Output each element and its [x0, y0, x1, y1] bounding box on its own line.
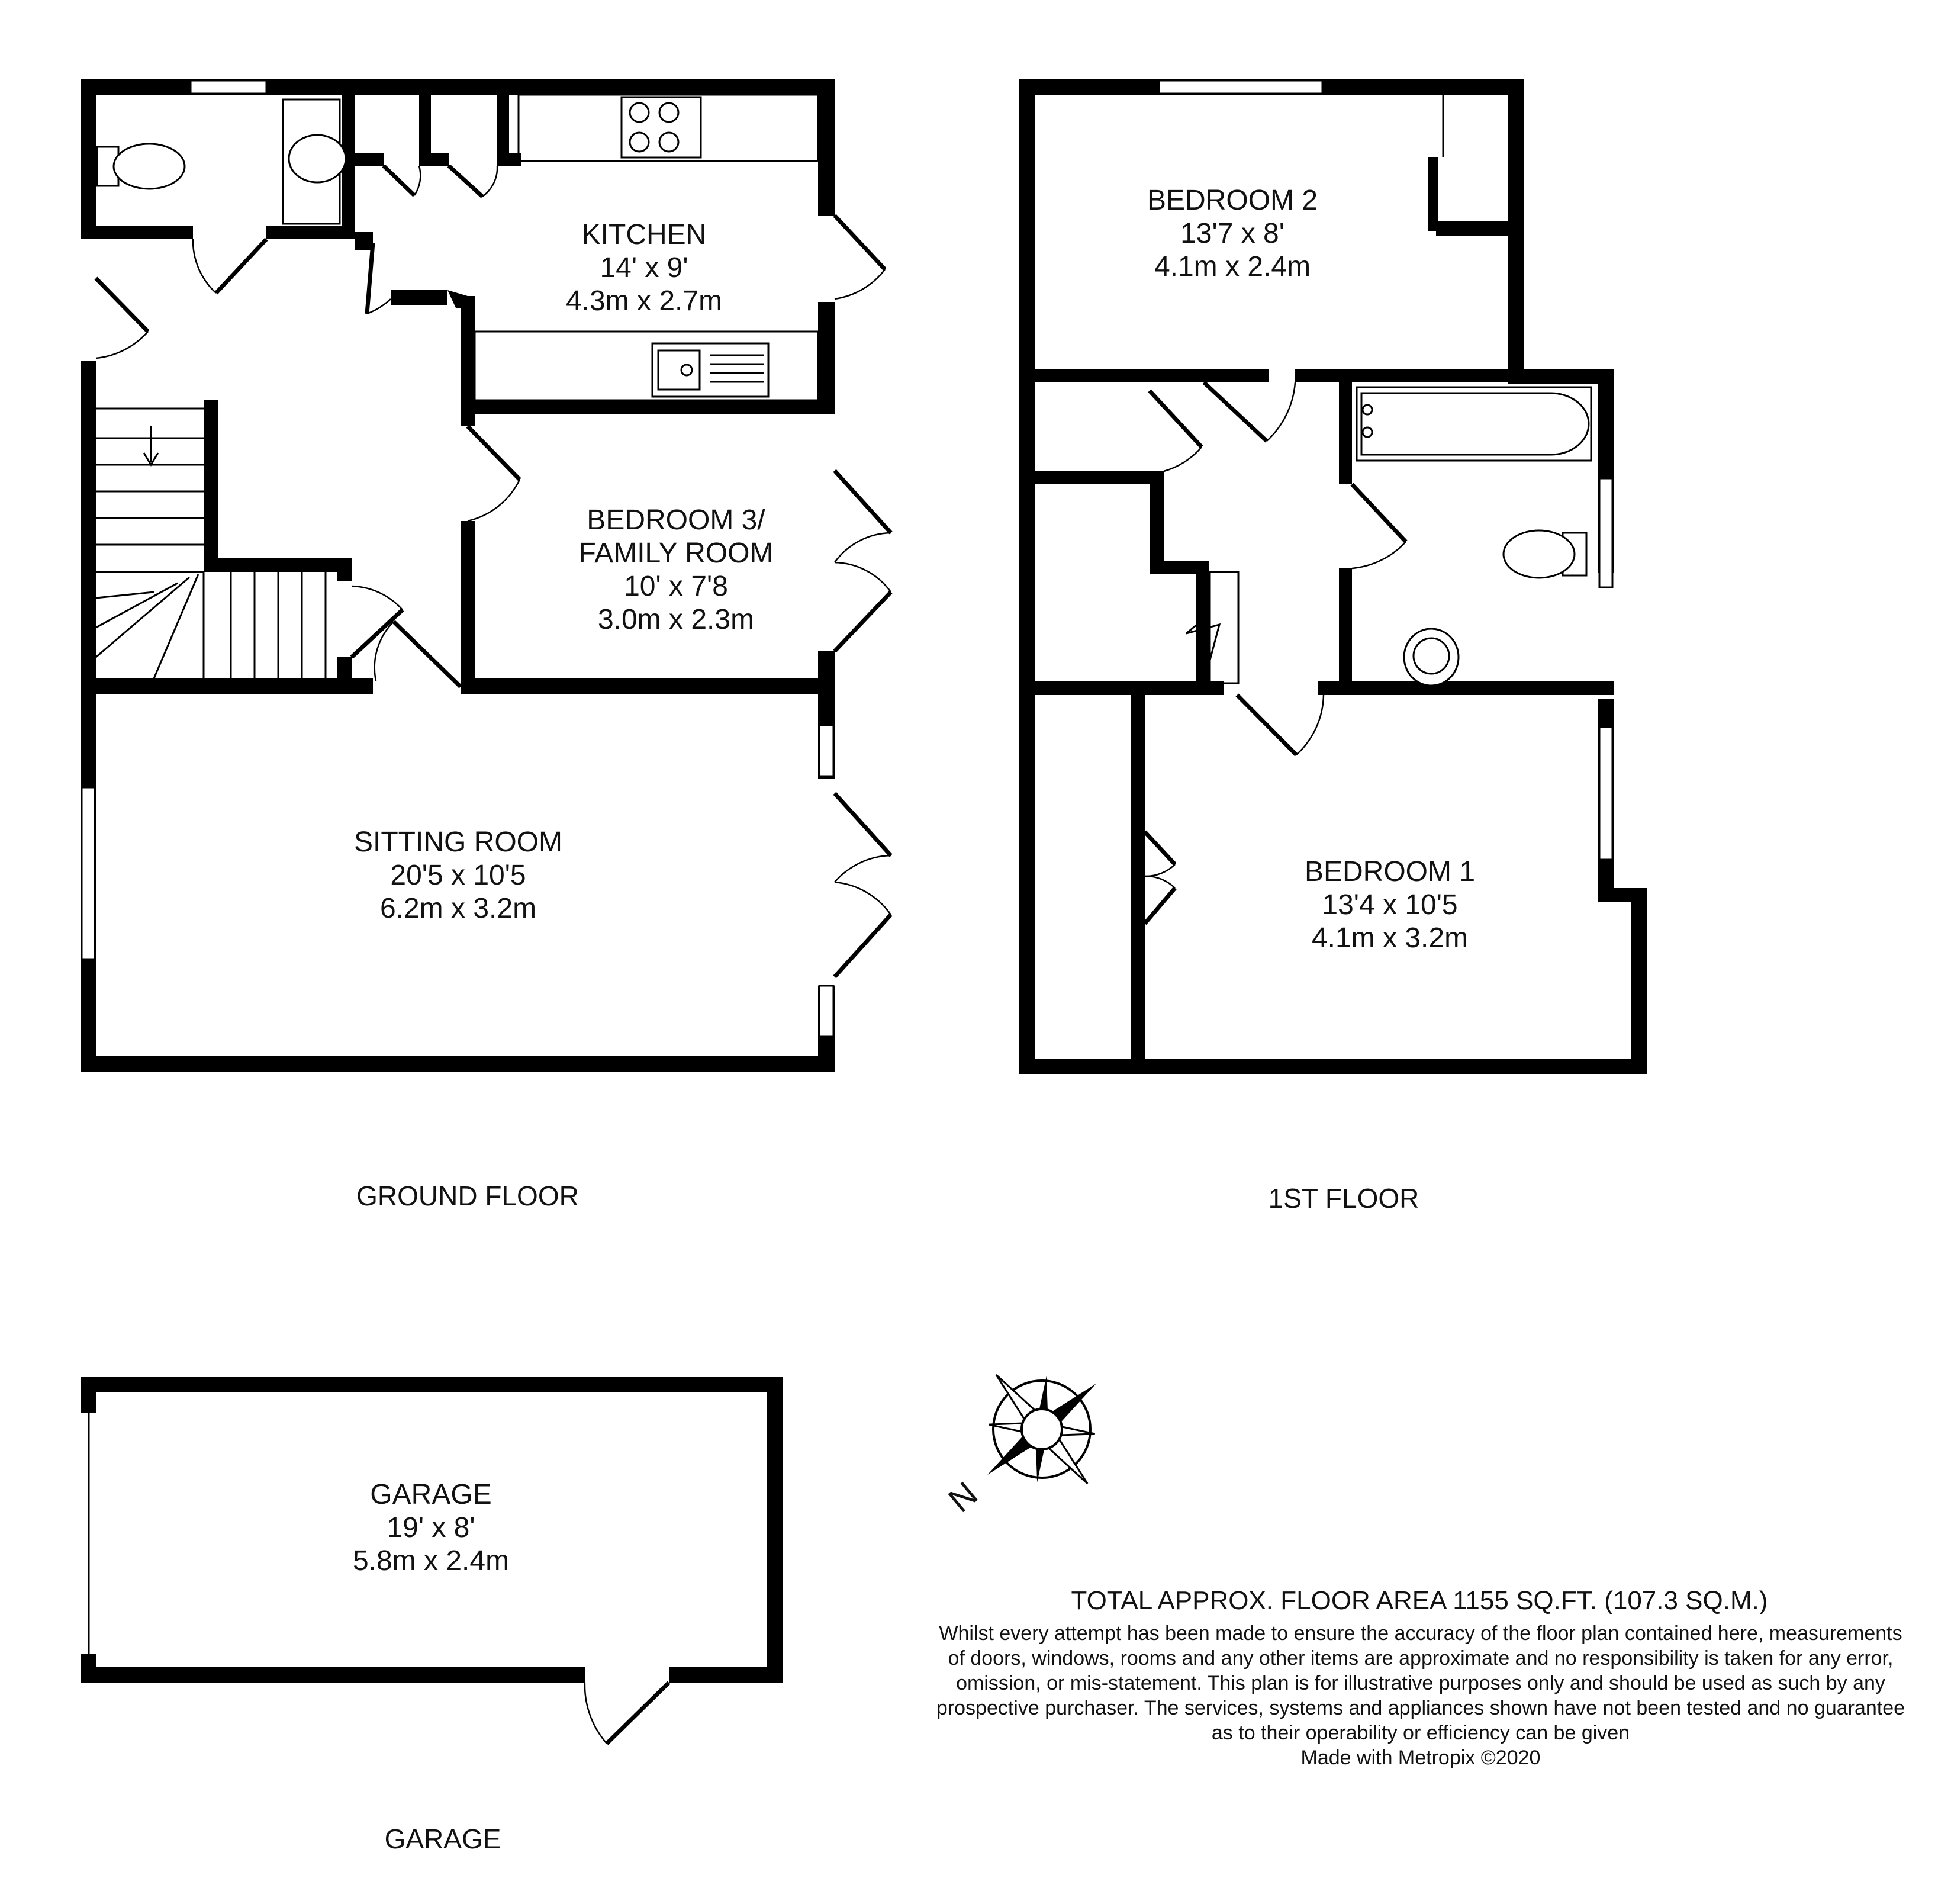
garage-title: GARAGE	[384, 1823, 501, 1854]
disclaimer-line-4: prospective purchaser. The services, systems and appliances shown have not been tested and no guarantee	[936, 1697, 1905, 1719]
sink-icon	[652, 343, 768, 397]
bath-icon	[1357, 387, 1591, 461]
bedroom1-size-imperial: 13'4 x 10'5	[1322, 889, 1458, 921]
bedroom3-name-line1: BEDROOM 3/	[587, 504, 765, 536]
basin-icon	[283, 99, 346, 224]
window	[1599, 727, 1612, 860]
disclaimer-line-3: omission, or mis-statement. This plan is for illustrative purposes only and should be used as such by any	[956, 1672, 1885, 1694]
garage-side-door	[607, 1683, 669, 1744]
bedroom1-size-metric: 4.1m x 3.2m	[1311, 922, 1469, 954]
window	[1599, 478, 1612, 587]
window	[819, 725, 833, 776]
bedroom2-size-metric: 4.1m x 2.4m	[1154, 251, 1311, 282]
garage-size-imperial: 19' x 8'	[387, 1512, 475, 1543]
compass-north-label: N	[941, 1474, 985, 1520]
window	[82, 787, 95, 959]
ground-floor-title: GROUND FLOOR	[356, 1181, 579, 1211]
kitchen-size-imperial: 14' x 9'	[600, 252, 688, 284]
disclaimer-line-5: as to their operability or efficiency can be given	[1211, 1722, 1630, 1744]
ground-floor-plan	[81, 79, 891, 1072]
window	[191, 81, 266, 94]
kitchen-size-metric: 4.3m x 2.7m	[565, 285, 723, 317]
first-floor-plan	[1019, 79, 1647, 1074]
window	[819, 986, 833, 1037]
first-floor-doors	[1145, 382, 1406, 924]
garage-size-metric: 5.8m x 2.4m	[352, 1545, 510, 1577]
basin-icon	[1404, 629, 1459, 686]
total-floor-area: TOTAL APPROX. FLOOR AREA 1155 SQ.FT. (107.3 SQ.M.)	[1071, 1586, 1768, 1615]
toilet-icon	[1504, 530, 1586, 578]
disclaimer-line-1: Whilst every attempt has been made to ensure the accuracy of the floor plan contained here, measurements	[939, 1622, 1902, 1645]
hob-icon	[622, 97, 701, 157]
garage-plan	[81, 1377, 783, 1744]
compass-rose-icon	[982, 1369, 1102, 1489]
toilet-icon	[97, 144, 185, 189]
first-floor-title: 1ST FLOOR	[1268, 1183, 1419, 1214]
kitchen-name: KITCHEN	[581, 219, 707, 250]
bedroom1-name: BEDROOM 1	[1304, 856, 1476, 887]
disclaimer-line-2: of doors, windows, rooms and any other items are approximate and no responsibility is taken for any error,	[948, 1647, 1894, 1670]
bedroom2-name: BEDROOM 2	[1147, 185, 1318, 216]
airing-cupboard	[1210, 572, 1238, 683]
sitting-room-name: SITTING ROOM	[354, 826, 562, 858]
window	[1159, 81, 1322, 94]
metropix-credit: Made with Metropix ©2020	[1300, 1747, 1541, 1769]
bedroom3-size-imperial: 10' x 7'8	[624, 571, 728, 602]
bedroom3-name-line2: FAMILY ROOM	[578, 538, 774, 569]
bedroom3-size-metric: 3.0m x 2.3m	[597, 604, 755, 635]
sitting-room-size-imperial: 20'5 x 10'5	[390, 860, 526, 891]
sitting-room-size-metric: 6.2m x 3.2m	[379, 893, 537, 924]
garage-name: GARAGE	[370, 1479, 492, 1510]
bedroom2-size-imperial: 13'7 x 8'	[1180, 218, 1284, 249]
